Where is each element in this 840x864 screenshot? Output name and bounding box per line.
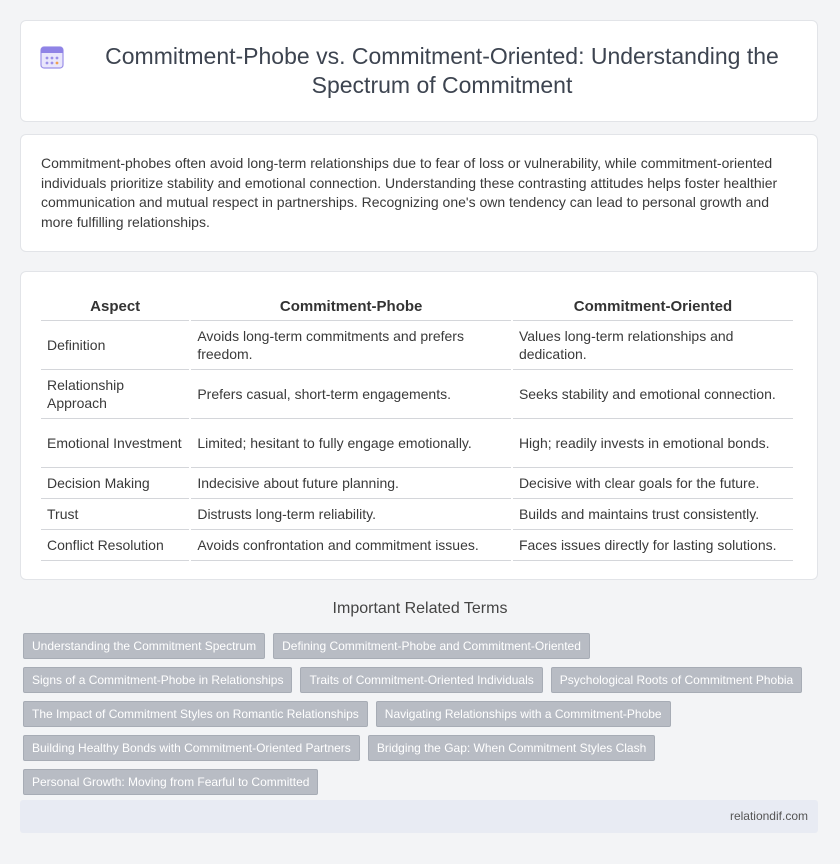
footer-site-link[interactable]: relationdif.com (729, 809, 808, 823)
related-term-tag[interactable]: Bridging the Gap: When Commitment Styles Clash (368, 735, 655, 761)
header-aspect: Aspect (41, 292, 189, 321)
related-term-tag[interactable]: The Impact of Commitment Styles on Romantic Relationships (23, 701, 368, 727)
table-header-row (41, 292, 793, 321)
cell-aspect: Conflict Resolution (41, 530, 189, 561)
cell-oriented: Decisive with clear goals for the future. (513, 468, 793, 499)
comparison-card (20, 271, 818, 580)
related-term-tag[interactable]: Signs of a Commitment-Phobe in Relationships (23, 667, 292, 693)
related-terms-title: Important Related Terms (332, 600, 508, 617)
cell-oriented: Builds and maintains trust consistently. (513, 499, 793, 530)
cell-phobe: Prefers casual, short-term engagements. (191, 370, 511, 419)
cell-oriented: Faces issues directly for lasting solutions. (513, 530, 793, 561)
related-term-tag[interactable]: Psychological Roots of Commitment Phobia (551, 667, 802, 693)
table-row (41, 468, 793, 499)
related-term-tag[interactable]: Understanding the Commitment Spectrum (23, 633, 265, 659)
table-row (41, 370, 793, 419)
intro-card (20, 134, 818, 252)
cell-phobe: Avoids confrontation and commitment issues. (191, 530, 511, 561)
cell-phobe: Indecisive about future planning. (191, 468, 511, 499)
footer (20, 800, 818, 833)
related-terms-list (23, 633, 823, 803)
table-row (41, 499, 793, 530)
cell-aspect: Emotional Investment (41, 419, 189, 468)
header-commitment-phobe: Commitment-Phobe (191, 292, 511, 321)
title-wrap (39, 42, 799, 100)
header-card (20, 20, 818, 122)
cell-aspect: Decision Making (41, 468, 189, 499)
cell-phobe: Distrusts long-term reliability. (191, 499, 511, 530)
calendar-icon (39, 44, 65, 70)
table-row (41, 321, 793, 370)
comparison-table (39, 292, 795, 561)
related-term-tag[interactable]: Personal Growth: Moving from Fearful to Committed (23, 769, 318, 795)
cell-aspect: Trust (41, 499, 189, 530)
cell-oriented: High; readily invests in emotional bonds. (513, 419, 793, 468)
cell-oriented: Seeks stability and emotional connection. (513, 370, 793, 419)
cell-aspect: Relationship Approach (41, 370, 189, 419)
related-term-tag[interactable]: Navigating Relationships with a Commitment-Phobe (376, 701, 671, 727)
related-term-tag[interactable]: Traits of Commitment-Oriented Individuals (300, 667, 542, 693)
cell-oriented: Values long-term relationships and dedication. (513, 321, 793, 370)
table-row (41, 419, 793, 468)
related-term-tag[interactable]: Building Healthy Bonds with Commitment-Oriented Partners (23, 735, 360, 761)
page-title: Commitment-Phobe vs. Commitment-Oriented: Understanding the Spectrum of Commitment (105, 43, 779, 98)
related-term-tag[interactable]: Defining Commitment-Phobe and Commitment-Oriented (273, 633, 590, 659)
cell-aspect: Definition (41, 321, 189, 370)
intro-text: Commitment-phobes often avoid long-term relationships due to fear of loss or vulnerability, while commitment-oriented individuals prioritize stability and emotional connection. Understanding these contrasting attitudes helps foster healthier communication and mutual respect in partnerships. Recognizing one's own tendency can lead to personal growth and more fulfilling relationships. (41, 155, 778, 230)
cell-phobe: Avoids long-term commitments and prefers freedom. (191, 321, 511, 370)
cell-phobe: Limited; hesitant to fully engage emotionally. (191, 419, 511, 468)
header-commitment-oriented: Commitment-Oriented (513, 292, 793, 321)
table-row (41, 530, 793, 561)
